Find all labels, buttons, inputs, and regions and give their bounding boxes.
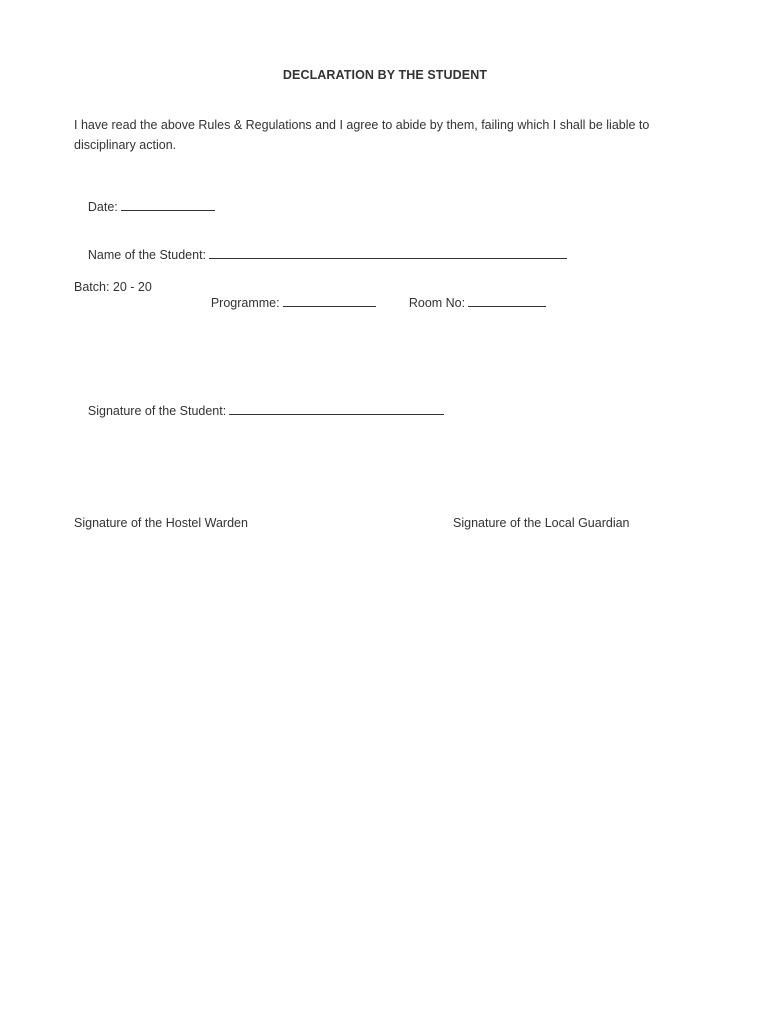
warden-signature-label: Signature of the Hostel Warden — [74, 516, 248, 530]
date-field[interactable] — [121, 198, 215, 211]
room-label: Room No: — [408, 296, 466, 310]
batch-row — [74, 280, 674, 310]
programme-field[interactable] — [283, 294, 376, 307]
declaration-statement: I have read the above Rules & Regulations and I agree to abide by them, failing which I shall be liable to disciplinary action. — [74, 118, 650, 152]
room-field[interactable] — [468, 294, 546, 307]
programme-label: Programme: — [210, 296, 280, 310]
student-name-label: Name of the Student: — [87, 248, 207, 262]
student-name-row — [74, 232, 567, 276]
page-title: DECLARATION BY THE STUDENT — [282, 68, 488, 82]
student-name-field[interactable] — [209, 246, 567, 259]
guardian-signature-label: Signature of the Local Guardian — [453, 516, 630, 530]
programme-group — [190, 280, 376, 324]
authority-signatures-row — [74, 516, 714, 532]
student-signature-label: Signature of the Student: — [87, 404, 227, 418]
student-signature-row — [74, 388, 444, 432]
student-signature-field[interactable] — [229, 402, 444, 415]
date-row — [74, 184, 215, 228]
date-label: Date: — [87, 200, 118, 214]
room-group — [388, 280, 546, 324]
batch-label: Batch: 20 - 20 — [74, 280, 152, 294]
